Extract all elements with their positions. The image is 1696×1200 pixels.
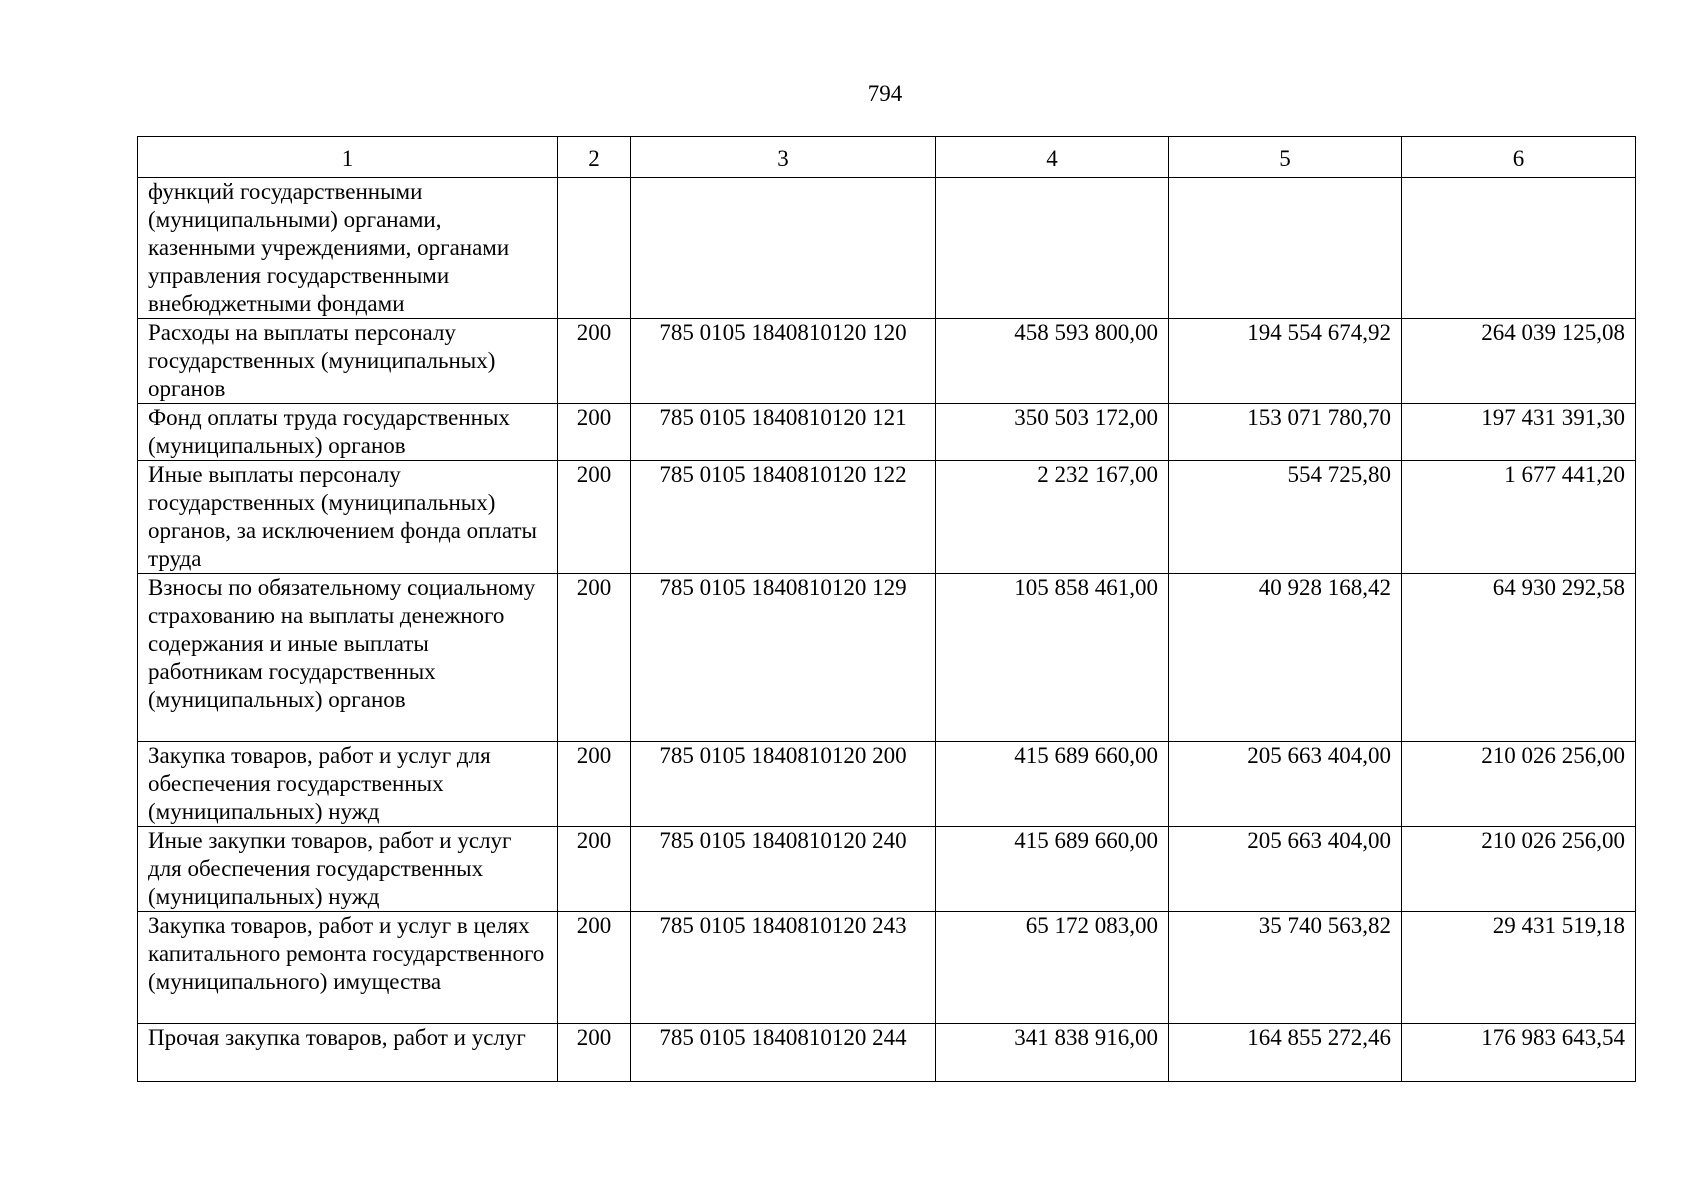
row-line-code: 200 xyxy=(558,742,631,827)
row-line-code: 200 xyxy=(558,461,631,574)
row-unexecuted-amount: 64 930 292,58 xyxy=(1402,574,1636,742)
row-budget-code: 785 0105 1840810120 240 xyxy=(631,827,936,912)
row-unexecuted-amount: 210 026 256,00 xyxy=(1402,742,1636,827)
row-unexecuted-amount: 264 039 125,08 xyxy=(1402,319,1636,404)
row-name: Прочая закупка товаров, работ и услуг xyxy=(138,1024,558,1082)
row-executed-amount: 205 663 404,00 xyxy=(1169,827,1402,912)
row-name: Фонд оплаты труда государственных (муниципальных) органов xyxy=(138,404,558,461)
row-line-code: 200 xyxy=(558,574,631,742)
row-name: Расходы на выплаты персоналу государственных (муниципальных) органов xyxy=(138,319,558,404)
table-row xyxy=(138,912,1636,1024)
row-budget-code: 785 0105 1840810120 122 xyxy=(631,461,936,574)
table-row xyxy=(138,742,1636,827)
table-row xyxy=(138,1024,1636,1082)
column-header-3: 3 xyxy=(631,137,936,178)
column-number-header-row xyxy=(138,137,1636,178)
row-approved-amount: 415 689 660,00 xyxy=(936,742,1169,827)
row-budget-code: 785 0105 1840810120 120 xyxy=(631,319,936,404)
row-line-code: 200 xyxy=(558,912,631,1024)
row-unexecuted-amount xyxy=(1402,178,1636,319)
row-name: функций государственными (муниципальными) органами, казенными учреждениями, органами управления государственными внебюджетными фондами xyxy=(138,178,558,319)
page-number: 794 xyxy=(867,81,903,106)
row-approved-amount: 65 172 083,00 xyxy=(936,912,1169,1024)
row-executed-amount xyxy=(1169,178,1402,319)
row-unexecuted-amount: 29 431 519,18 xyxy=(1402,912,1636,1024)
row-executed-amount: 40 928 168,42 xyxy=(1169,574,1402,742)
row-executed-amount: 35 740 563,82 xyxy=(1169,912,1402,1024)
table-row xyxy=(138,178,1636,319)
row-budget-code: 785 0105 1840810120 243 xyxy=(631,912,936,1024)
row-executed-amount: 554 725,80 xyxy=(1169,461,1402,574)
row-budget-code: 785 0105 1840810120 129 xyxy=(631,574,936,742)
row-budget-code: 785 0105 1840810120 200 xyxy=(631,742,936,827)
row-approved-amount: 458 593 800,00 xyxy=(936,319,1169,404)
budget-execution-table xyxy=(137,136,1636,1082)
row-approved-amount: 415 689 660,00 xyxy=(936,827,1169,912)
column-header-4: 4 xyxy=(936,137,1169,178)
row-unexecuted-amount: 210 026 256,00 xyxy=(1402,827,1636,912)
row-budget-code xyxy=(631,178,936,319)
row-line-code xyxy=(558,178,631,319)
row-unexecuted-amount: 176 983 643,54 xyxy=(1402,1024,1636,1082)
column-header-6: 6 xyxy=(1402,137,1636,178)
row-line-code: 200 xyxy=(558,404,631,461)
row-line-code: 200 xyxy=(558,827,631,912)
row-approved-amount: 350 503 172,00 xyxy=(936,404,1169,461)
column-header-2: 2 xyxy=(558,137,631,178)
row-executed-amount: 153 071 780,70 xyxy=(1169,404,1402,461)
row-unexecuted-amount: 197 431 391,30 xyxy=(1402,404,1636,461)
row-name: Взносы по обязательному социальному страхованию на выплаты денежного содержания и иные выплаты работникам государственных (муниципальных) органов xyxy=(138,574,558,742)
row-line-code: 200 xyxy=(558,1024,631,1082)
table-row xyxy=(138,404,1636,461)
row-approved-amount: 341 838 916,00 xyxy=(936,1024,1169,1082)
table-row xyxy=(138,319,1636,404)
row-executed-amount: 194 554 674,92 xyxy=(1169,319,1402,404)
row-name: Иные закупки товаров, работ и услуг для обеспечения государственных (муниципальных) нужд xyxy=(138,827,558,912)
row-approved-amount: 105 858 461,00 xyxy=(936,574,1169,742)
column-header-1: 1 xyxy=(138,137,558,178)
table-row xyxy=(138,827,1636,912)
table-row xyxy=(138,574,1636,742)
row-budget-code: 785 0105 1840810120 121 xyxy=(631,404,936,461)
row-name: Иные выплаты персоналу государственных (муниципальных) органов, за исключением фонда оплаты труда xyxy=(138,461,558,574)
table-row xyxy=(138,461,1636,574)
row-name: Закупка товаров, работ и услуг в целях капитального ремонта государственного (муниципального) имущества xyxy=(138,912,558,1024)
row-budget-code: 785 0105 1840810120 244 xyxy=(631,1024,936,1082)
row-approved-amount: 2 232 167,00 xyxy=(936,461,1169,574)
row-approved-amount xyxy=(936,178,1169,319)
row-executed-amount: 205 663 404,00 xyxy=(1169,742,1402,827)
row-name: Закупка товаров, работ и услуг для обеспечения государственных (муниципальных) нужд xyxy=(138,742,558,827)
row-unexecuted-amount: 1 677 441,20 xyxy=(1402,461,1636,574)
row-executed-amount: 164 855 272,46 xyxy=(1169,1024,1402,1082)
row-line-code: 200 xyxy=(558,319,631,404)
column-header-5: 5 xyxy=(1169,137,1402,178)
